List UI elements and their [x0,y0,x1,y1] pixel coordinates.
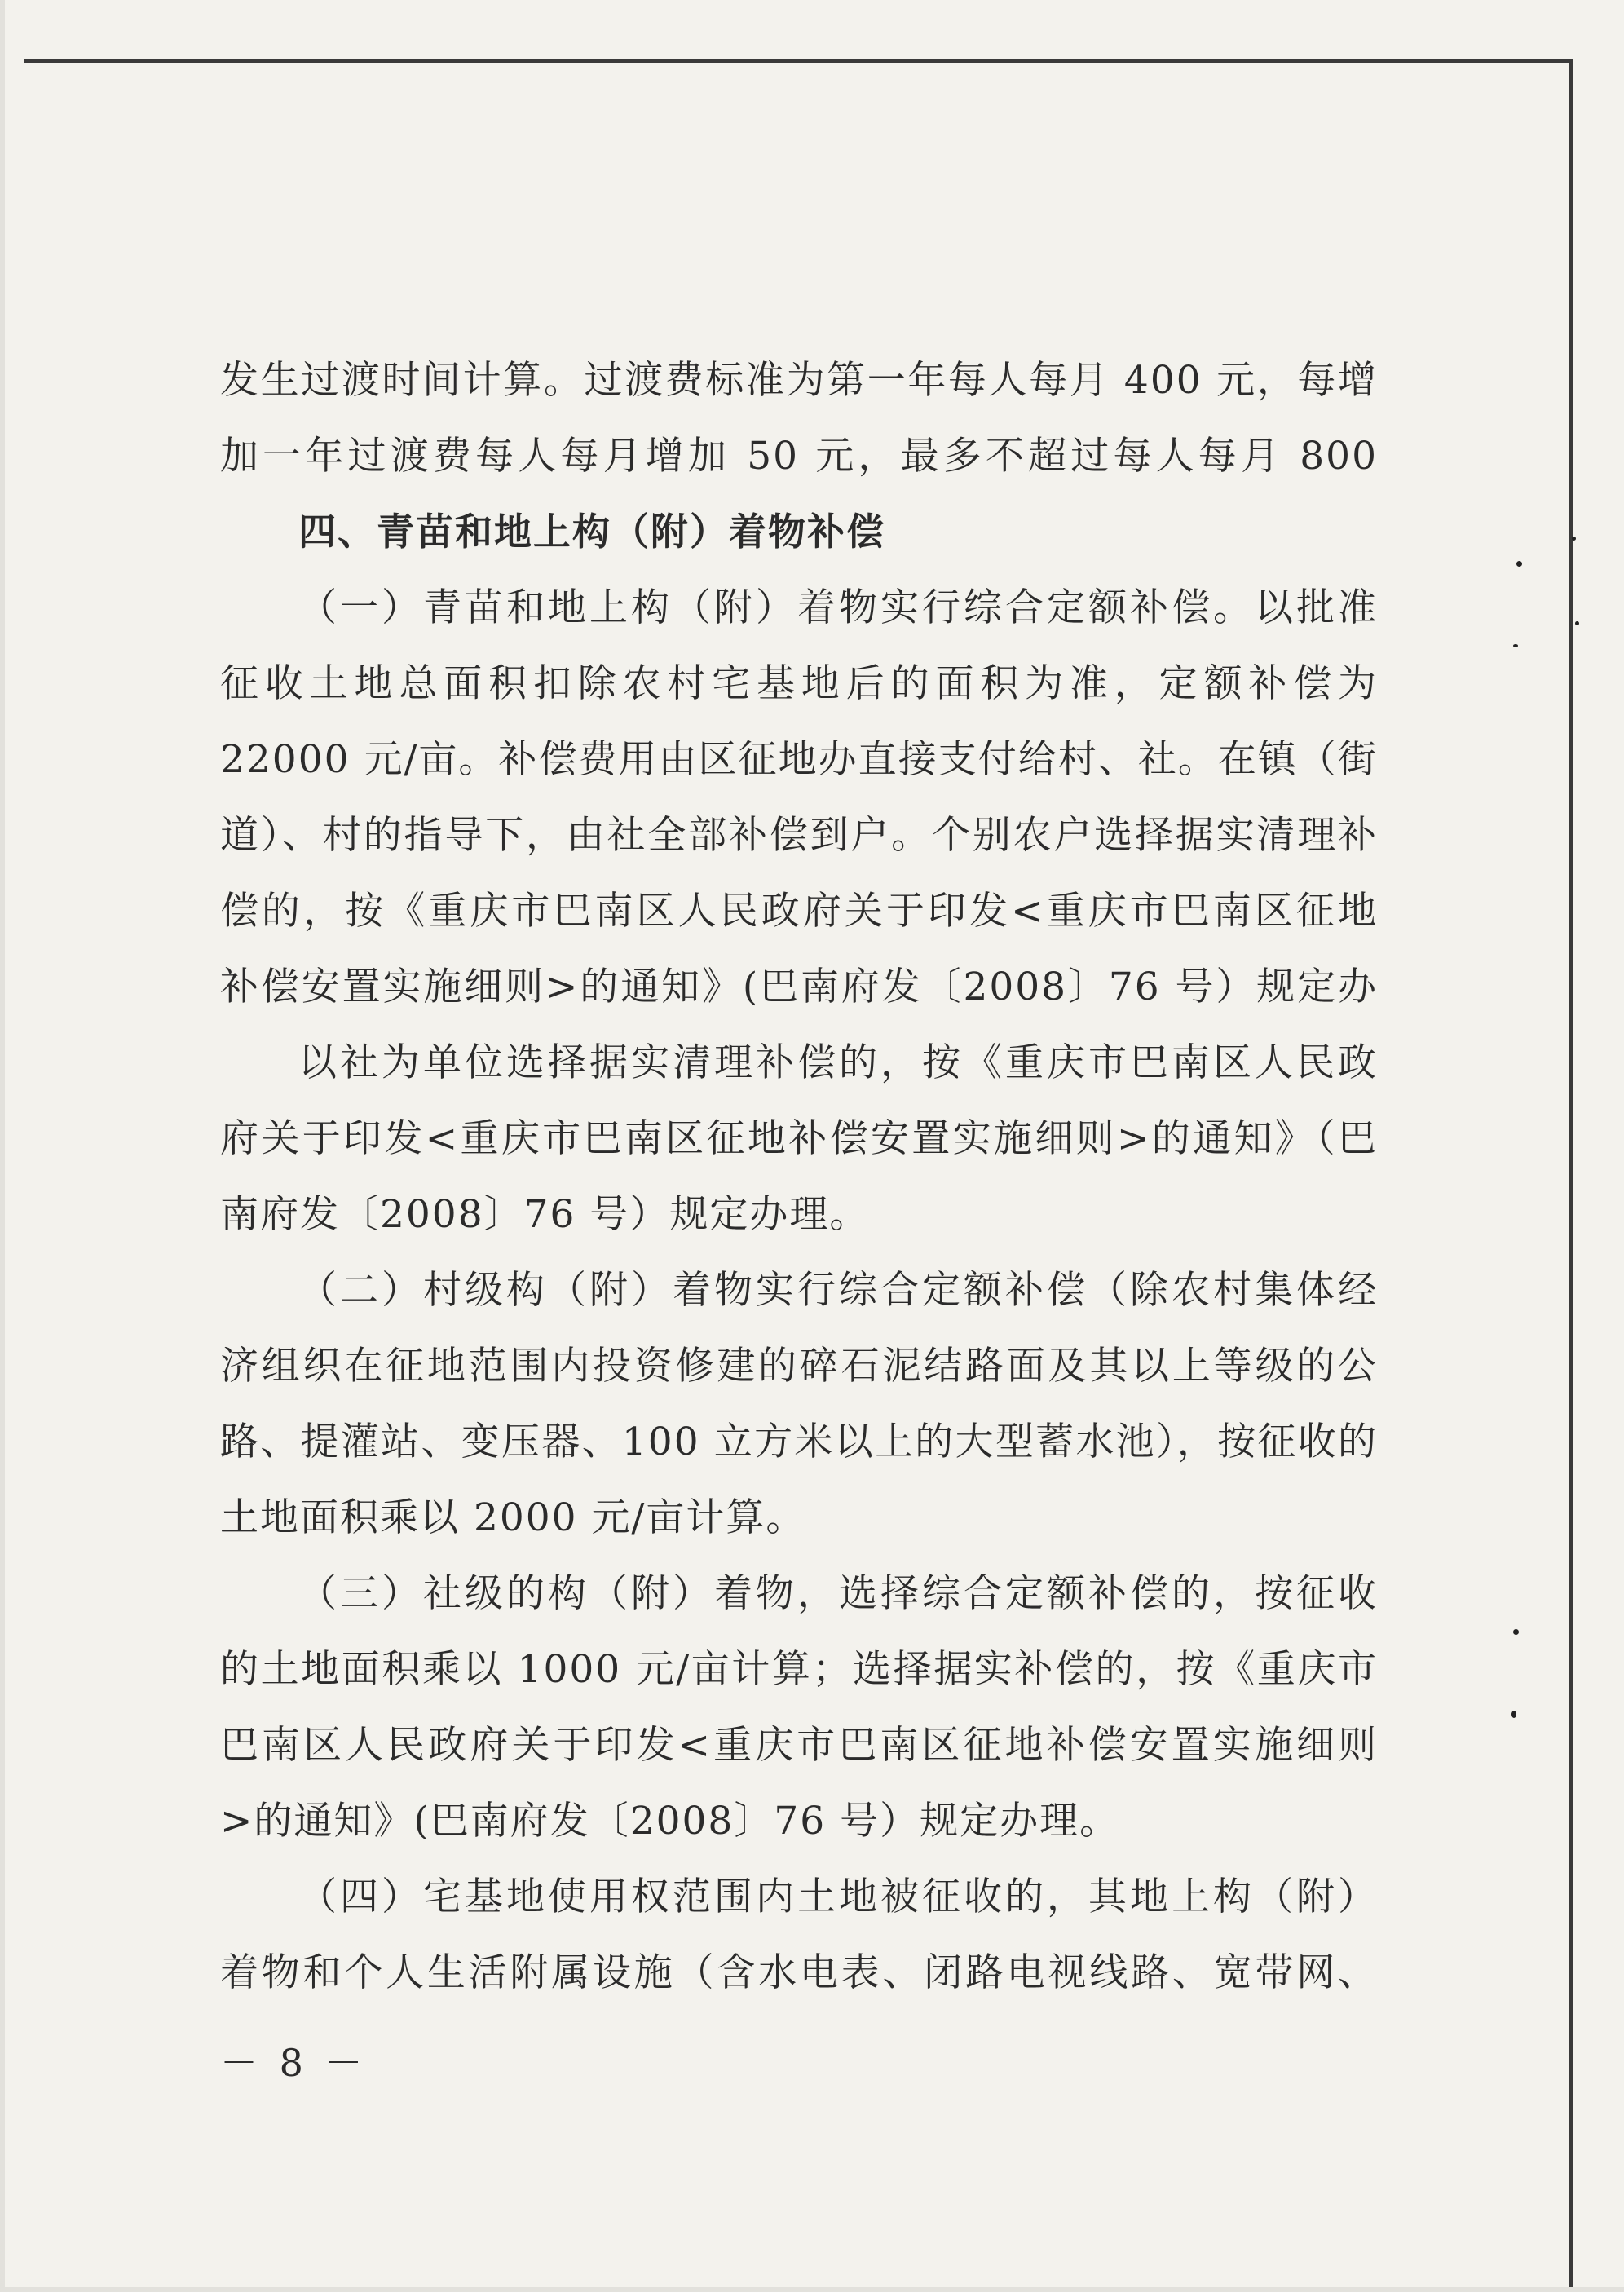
page-number: － 8 － [220,2041,368,2085]
scan-speck [1575,621,1579,625]
paragraph-line: 补偿安置实施细则>的通知》(巴南府发〔2008〕76 号）规定办 [220,965,1378,1009]
paragraph-line: 22000 元/亩。补偿费用由区征地办直接支付给村、社。在镇（街 [220,737,1378,782]
paragraph-line: （二）村级构（附）着物实行综合定额补偿（除农村集体经 [298,1268,1378,1313]
scan-speck [1572,537,1576,541]
paragraph-line: 加一年过渡费每人每月增加 50 元，最多不超过每人每月 800 [220,434,1378,479]
paragraph-line: （四）宅基地使用权范围内土地被征收的，其地上构（附） [298,1875,1378,1919]
document-body [220,342,1378,2011]
scan-edge-bottom [0,2287,1624,2292]
paragraph-line: 着物和个人生活附属设施（含水电表、闭路电视线路、宽带网、 [220,1950,1378,1995]
paragraph-line: 偿的，按《重庆市巴南区人民政府关于印发<重庆市巴南区征地 [220,889,1378,934]
paragraph-line: 路、提灌站、变压器、100 立方米以上的大型蓄水池），按征收的 [220,1420,1378,1464]
paragraph-line: 土地面积乘以 2000 元/亩计算。 [220,1495,806,1540]
scan-speck [1513,644,1518,647]
paragraph-line: 济组织在征地范围内投资修建的碎石泥结路面及其以上等级的公 [220,1344,1378,1389]
paragraph-line: 征收土地总面积扣除农村宅基地后的面积为准，定额补偿为 [220,661,1378,706]
paragraph-line: 府关于印发<重庆市巴南区征地补偿安置实施细则>的通知》（巴 [220,1116,1378,1161]
paragraph-line: 的土地面积乘以 1000 元/亩计算；选择据实补偿的，按《重庆市 [220,1647,1378,1692]
scan-speck [1516,561,1522,567]
scan-speck [1513,1629,1519,1635]
scan-edge-left [0,0,5,2292]
scan-speck [1511,1711,1516,1718]
page-border-right [1569,59,1573,2292]
paragraph-line: 道）、村的指导下，由社全部补偿到户。个别农户选择据实清理补 [220,813,1378,858]
page-border-top [24,59,1573,63]
paragraph-line: （一）青苗和地上构（附）着物实行综合定额补偿。以批准 [298,585,1378,630]
paragraph-line: （三）社级的构（附）着物，选择综合定额补偿的，按征收 [298,1571,1378,1616]
paragraph-line: 巴南区人民政府关于印发<重庆市巴南区征地补偿安置实施细则 [220,1723,1378,1768]
paragraph-line: 南府发〔2008〕76 号）规定办理。 [220,1192,870,1237]
section-heading: 四、青苗和地上构（附）着物补偿 [298,510,885,554]
paragraph-line: 以社为单位选择据实清理补偿的，按《重庆市巴南区人民政 [298,1040,1378,1085]
paragraph-line: 发生过渡时间计算。过渡费标准为第一年每人每月 400 元，每增 [220,358,1378,403]
paragraph-line: >的通知》(巴南府发〔2008〕76 号）规定办理。 [220,1799,1120,1844]
